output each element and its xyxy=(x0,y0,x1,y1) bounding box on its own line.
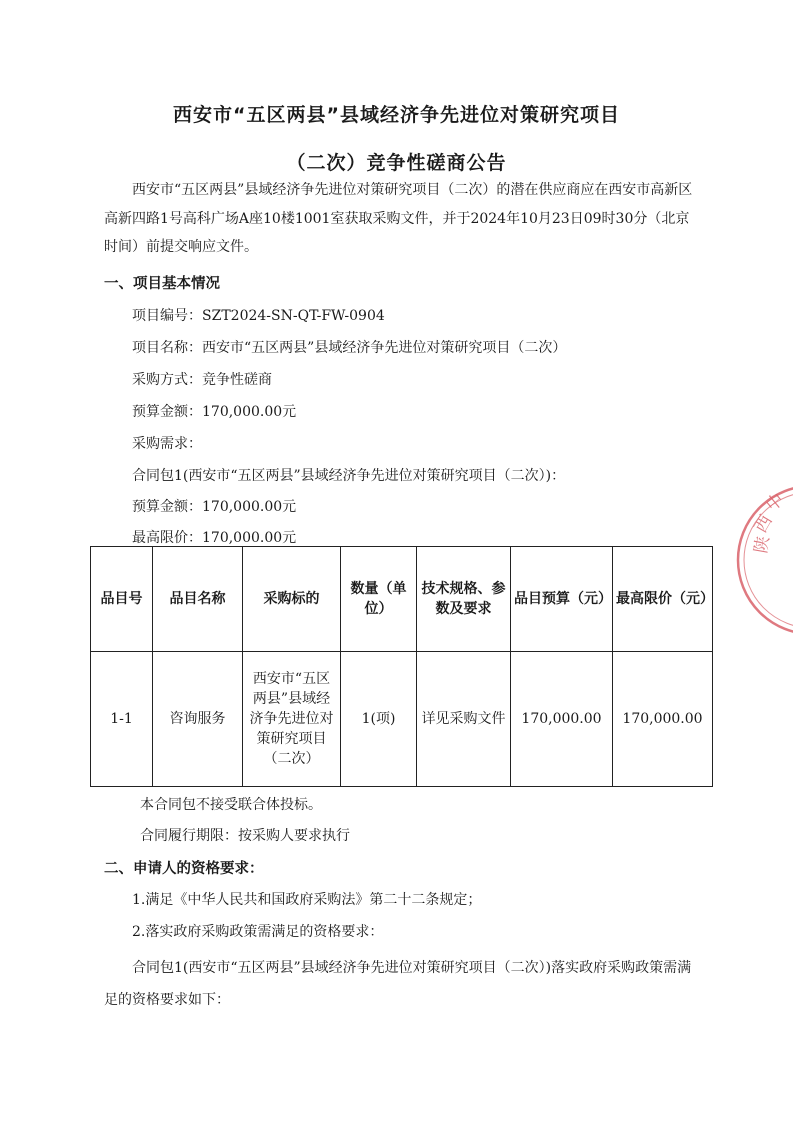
header-specs: 技术规格、参数及要求 xyxy=(417,547,511,652)
header-item-name: 品目名称 xyxy=(153,547,243,652)
package-max-price: 最高限价：170,000.00元 xyxy=(132,530,297,546)
contract-period: 合同履行期限：按采购人要求执行 xyxy=(140,828,350,844)
package-budget: 预算金额：170,000.00元 xyxy=(132,499,297,515)
project-number: 项目编号：SZT2024-SN-QT-FW-0904 xyxy=(132,308,385,324)
section2-heading: 二、申请人的资格要求： xyxy=(104,861,264,877)
cell-specs: 详见采购文件 xyxy=(417,652,511,787)
package-requirement: 合同包1(西安市“五区两县”县域经济争先进位对策研究项目（二次）)落实政府采购政策需满足的资格要求如下： xyxy=(104,960,692,1008)
seal-stamp xyxy=(730,478,793,638)
document-subtitle: （二次）竞争性磋商公告 xyxy=(286,152,507,174)
cell-item-budget: 170,000.00 xyxy=(511,652,613,787)
header-item-budget: 品目预算（元） xyxy=(511,547,613,652)
svg-text:西: 西 xyxy=(751,511,777,537)
header-max-price: 最高限价（元） xyxy=(613,547,713,652)
svg-text:陕: 陕 xyxy=(751,534,774,555)
cell-item-no: 1-1 xyxy=(91,652,153,787)
cell-subject: 西安市“五区两县”县域经济争先进位对策研究项目（二次） xyxy=(243,652,341,787)
header-quantity: 数量（单位） xyxy=(341,547,417,652)
section1-heading: 一、项目基本情况 xyxy=(104,276,220,292)
svg-text:中: 中 xyxy=(762,489,789,516)
contract-package: 合同包1(西安市“五区两县”县域经济争先进位对策研究项目（二次）)： xyxy=(132,468,566,484)
table-header-row xyxy=(91,547,713,652)
cell-quantity: 1(项) xyxy=(341,652,417,787)
cell-item-name: 咨询服务 xyxy=(153,652,243,787)
table-row xyxy=(91,652,713,787)
demand-label: 采购需求： xyxy=(132,436,202,452)
header-subject: 采购标的 xyxy=(243,547,341,652)
header-item-no: 品目号 xyxy=(91,547,153,652)
procurement-method: 采购方式：竞争性磋商 xyxy=(132,372,272,388)
consortium-note: 本合同包不接受联合体投标。 xyxy=(140,797,322,813)
intro-paragraph: 西安市“五区两县”县域经济争先进位对策研究项目（二次）的潜在供应商应在西安市高新区高新四路1号高科广场A座10楼1001室获取采购文件，并于2024年10月23日09时30分（北京时间）前提交响应文件。 xyxy=(104,182,693,255)
cell-max-price: 170,000.00 xyxy=(613,652,713,787)
document-title: 西安市“五区两县”县域经济争先进位对策研究项目 xyxy=(173,104,620,126)
project-name: 项目名称：西安市“五区两县”县域经济争先进位对策研究项目（二次） xyxy=(132,340,567,356)
qualification-item-2: 2.落实政府采购政策需满足的资格要求： xyxy=(132,924,384,940)
items-table xyxy=(90,546,713,787)
budget-amount: 预算金额：170,000.00元 xyxy=(132,404,297,420)
qualification-item-1: 1.满足《中华人民共和国政府采购法》第二十二条规定； xyxy=(132,892,482,908)
